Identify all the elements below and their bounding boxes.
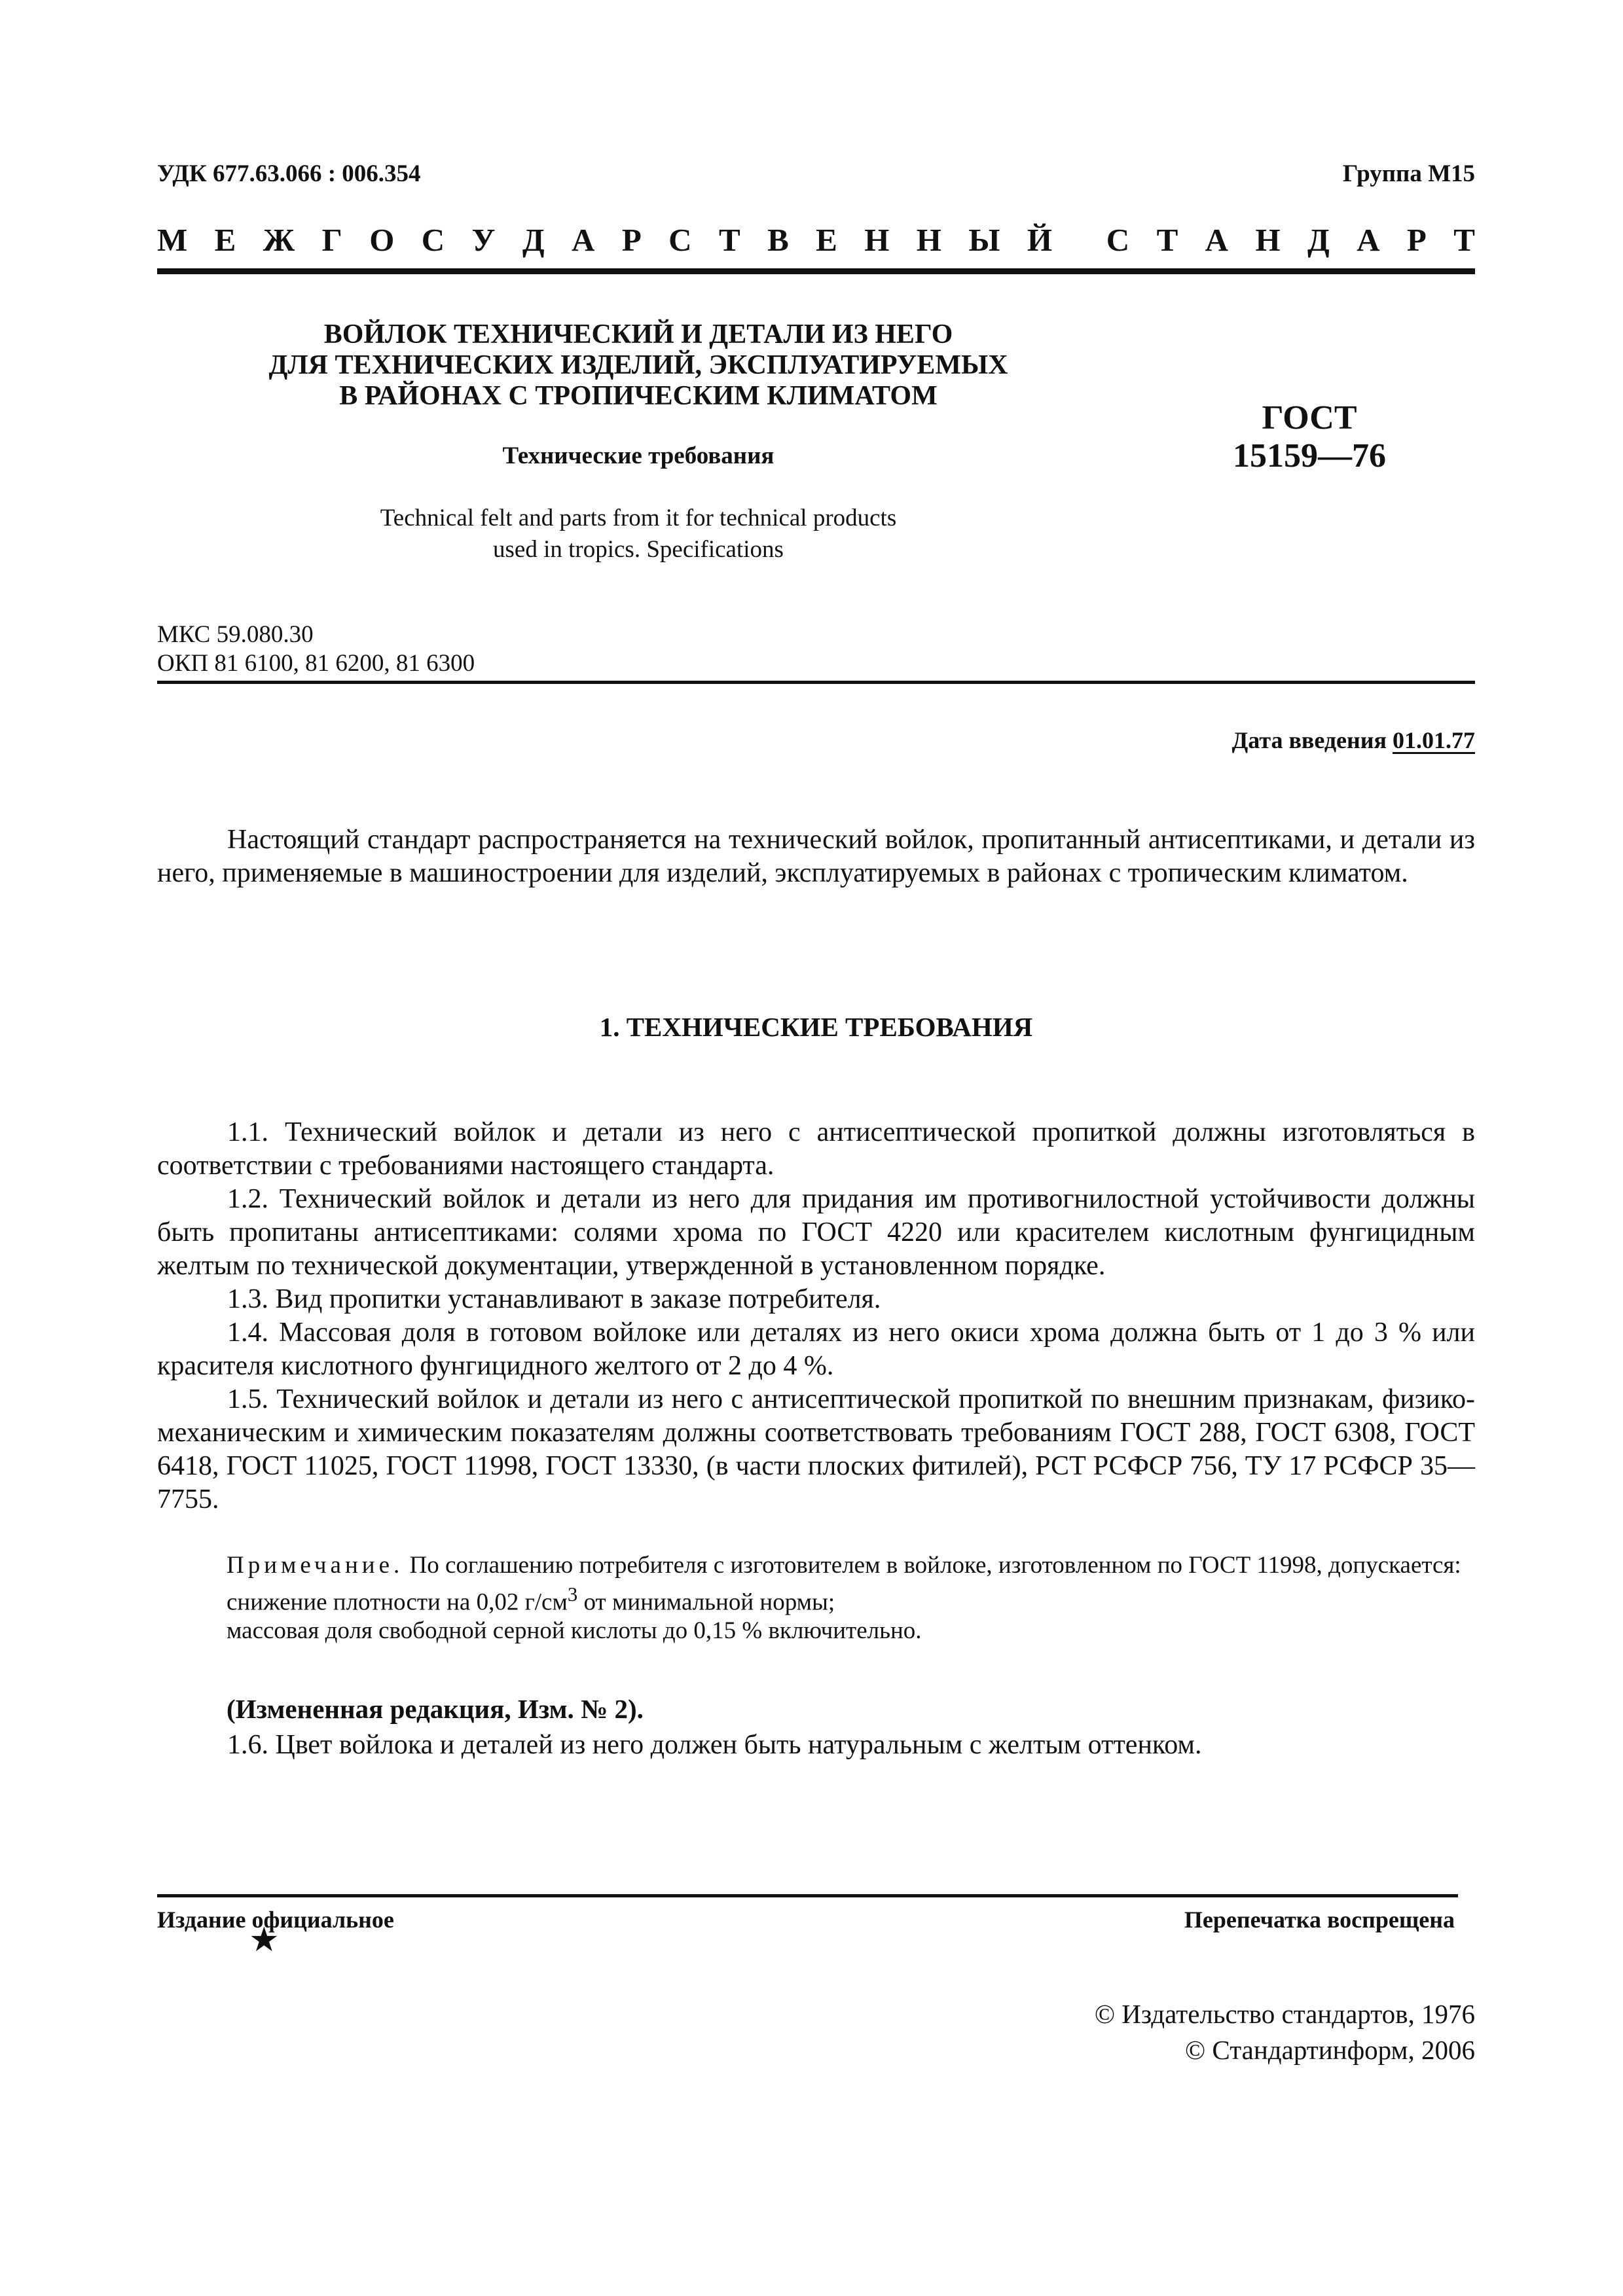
- heading-letter: М: [157, 222, 188, 258]
- note-text: По соглашению потребителя с изготовителем в войлоке, изготовленном по ГОСТ 11998, допускается:: [409, 1552, 1461, 1579]
- heading-letter: Т: [718, 222, 740, 258]
- heading-letter: Н: [916, 222, 941, 258]
- heading-letter: В: [767, 222, 789, 258]
- clause-1-5: 1.5. Технический войлок и детали из него с антисептической пропиткой по внешним признакам, физико-механическим и химическим показателям должны соответствовать требованиям ГОСТ 288, ГОСТ 6308, ГОСТ 6418, ГОСТ 11025, ГОСТ 11998, ГОСТ 13330, (в части плоских фитилей), РСТ РСФСР 756, ТУ 17 РСФСР 35—7755.: [157, 1384, 1475, 1515]
- title-line: ДЛЯ ТЕХНИЧЕСКИХ ИЗДЕЛИЙ, ЭКСПЛУАТИРУЕМЫХ: [268, 350, 1008, 380]
- heading-letter: Д: [522, 222, 545, 258]
- heading-letter: Ы: [968, 222, 1000, 258]
- title-line: В РАЙОНАХ С ТРОПИЧЕСКИМ КЛИМАТОМ: [339, 381, 938, 411]
- document-title: [196, 319, 1080, 412]
- gost-designation: [1172, 399, 1447, 475]
- heading-letter: Д: [1307, 222, 1330, 258]
- heading-letter: С: [421, 222, 445, 258]
- note-line: снижение плотности на 0,02 г/см: [227, 1588, 568, 1616]
- copyright-line: © Издательство стандартов, 1976: [1094, 1999, 1475, 2029]
- heading-letter: Н: [864, 222, 890, 258]
- clause-1-6: 1.6. Цвет войлока и деталей из него должен быть натуральным с желтым оттенком.: [227, 1730, 1202, 1760]
- heading-letter: Т: [1156, 222, 1178, 258]
- star-icon: ★: [249, 1922, 280, 1959]
- heading-letter: С: [668, 222, 692, 258]
- section-items: [157, 1116, 1475, 1516]
- note-line: массовая доля свободной серной кислоты до 0,15 % включительно.: [227, 1617, 922, 1645]
- date-label: Дата введения: [1231, 727, 1387, 753]
- heading-letter: О: [369, 222, 395, 258]
- interstate-standard-heading: [157, 221, 1475, 259]
- classification-rule: [157, 681, 1475, 684]
- header-rule: [157, 268, 1475, 274]
- mks-code: МКС 59.080.30: [157, 621, 314, 648]
- note-block: [157, 1551, 1475, 1645]
- scope-text: Настоящий стандарт распространяется на технический войлок, пропитанный антисептиками, и детали из него, применяемые в машиностроении для изделий, эксплуатируемых в районах с тропическим климатом.: [157, 825, 1475, 888]
- clause-1-1: 1.1. Технический войлок и детали из него с антисептической пропиткой должны изготовляться в соответствии с требованиями настоящего стандарта.: [157, 1117, 1475, 1181]
- document-subtitle: Технические требования: [502, 442, 775, 469]
- english-title: [196, 503, 1080, 565]
- clause-1-6-block: [157, 1729, 1475, 1762]
- note-line-end: от минимальной нормы;: [577, 1588, 835, 1616]
- classification-codes: [157, 620, 475, 678]
- heading-letter: Г: [321, 222, 342, 258]
- heading-letter: С: [1106, 222, 1130, 258]
- heading-letter: Т: [1453, 222, 1475, 258]
- date-value: 01.01.77: [1393, 727, 1475, 753]
- copyright-line: © Стандартинформ, 2006: [1185, 2035, 1475, 2065]
- gost-label: ГОСТ: [1262, 399, 1357, 437]
- footer-rule: [157, 1894, 1458, 1897]
- amendment-note: (Измененная редакция, Изм. № 2).: [227, 1694, 644, 1724]
- heading-letter: А: [572, 222, 595, 258]
- english-title-line: used in tropics. Specifications: [493, 536, 784, 563]
- copyright-block: [1095, 1996, 1475, 2068]
- reprint-prohibited: Перепечатка воспрещена: [1184, 1907, 1455, 1933]
- title-line: ВОЙЛОК ТЕХНИЧЕСКИЙ И ДЕТАЛИ ИЗ НЕГО: [323, 319, 953, 350]
- heading-letter: А: [1357, 222, 1380, 258]
- heading-letter: А: [1205, 222, 1229, 258]
- group-code: Группа М15: [1342, 160, 1475, 187]
- gost-number: 15159—76: [1233, 437, 1386, 475]
- heading-letter: Ж: [263, 222, 295, 258]
- udk-code: УДК 677.63.066 : 006.354: [157, 160, 421, 187]
- section-heading: 1. ТЕХНИЧЕСКИЕ ТРЕБОВАНИЯ: [599, 1012, 1033, 1042]
- clause-1-4: 1.4. Массовая доля в готовом войлоке или деталях из него окиси хрома должна быть от 1 до 3 % или красителя кислотного фунгицидного желтого от 2 до 4 %.: [157, 1318, 1475, 1381]
- heading-letter: Й: [1027, 222, 1052, 258]
- heading-letter: У: [471, 222, 496, 258]
- introduction-date: [1232, 726, 1476, 754]
- note-label: Примечание.: [227, 1552, 404, 1579]
- heading-letter: Р: [1406, 222, 1427, 258]
- superscript: 3: [567, 1583, 578, 1605]
- heading-letter: Е: [816, 222, 837, 258]
- heading-letter: Е: [214, 222, 236, 258]
- scope-paragraph: [157, 823, 1475, 890]
- heading-letter: Р: [621, 222, 642, 258]
- okp-code: ОКП 81 6100, 81 6200, 81 6300: [157, 650, 475, 677]
- clause-1-2: 1.2. Технический войлок и детали из него для придания им противогнилостной устойчивости должны быть пропитаны антисептиками: солями хрома по ГОСТ 4220 или красителем кислотным фунгицидным желтым по технической документации, утвержденной в установленном порядке.: [157, 1184, 1475, 1281]
- official-edition: Издание официальное: [157, 1907, 394, 1933]
- english-title-line: Technical felt and parts from it for technical products: [380, 505, 897, 531]
- clause-1-3: 1.3. Вид пропитки устанавливают в заказе потребителя.: [227, 1284, 881, 1314]
- heading-letter: Н: [1255, 222, 1281, 258]
